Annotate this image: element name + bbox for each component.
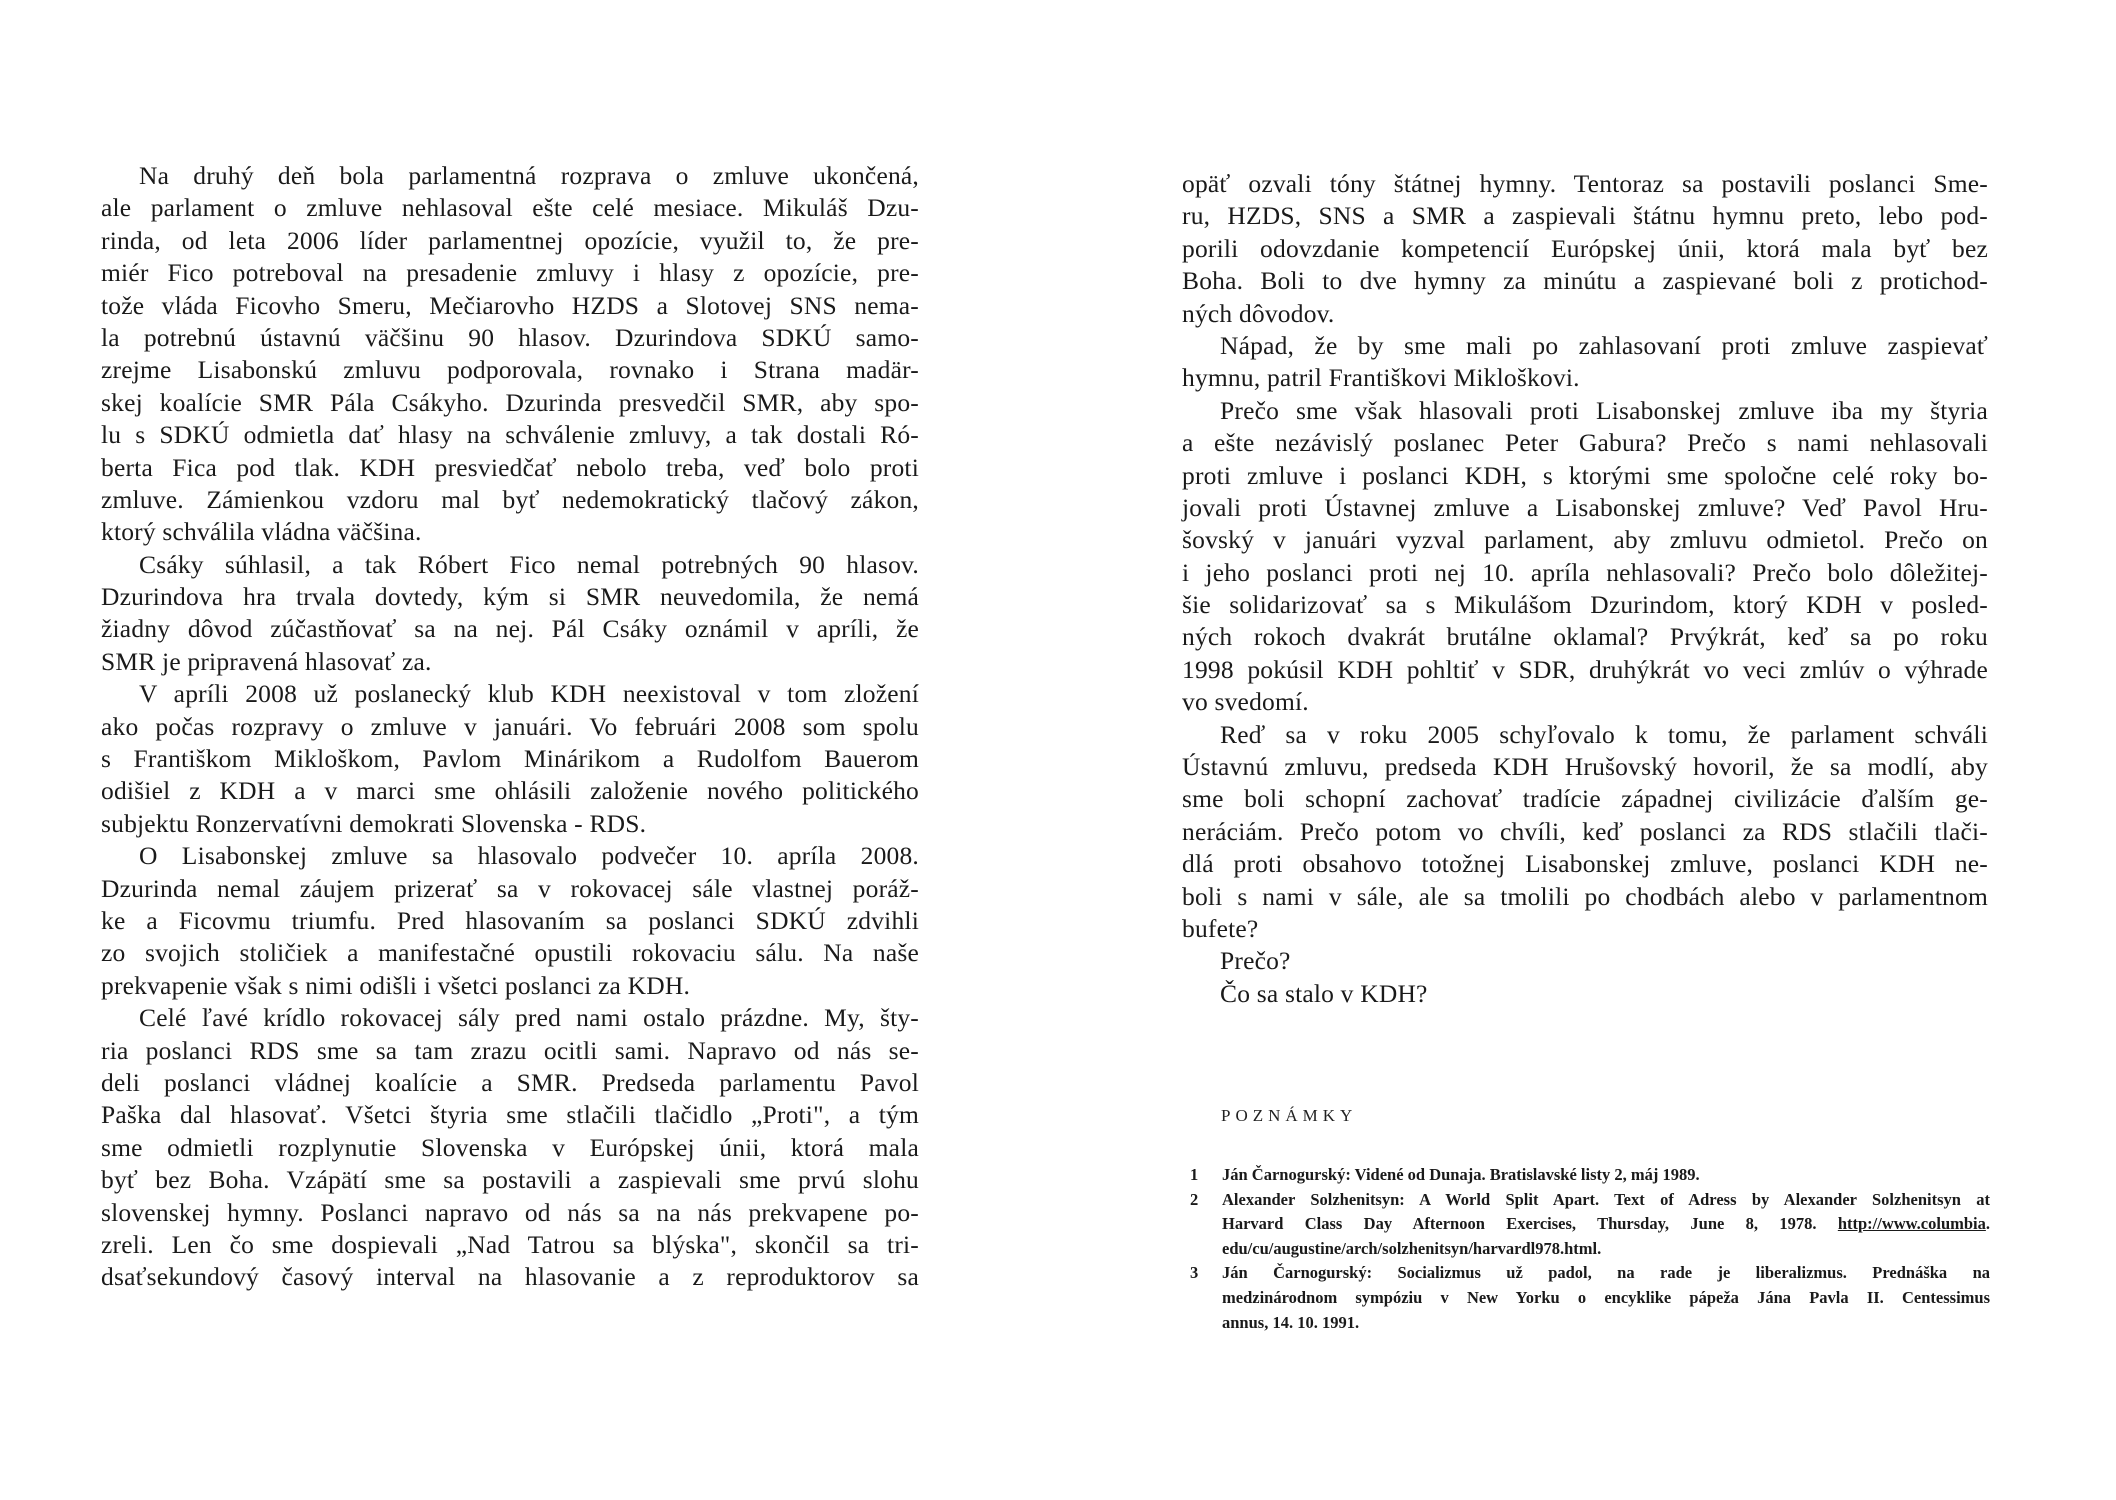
footnote-text: . [1985, 1214, 1990, 1234]
text-line: i jeho poslanci proti nej 10. apríla nehlasovali? Prečo bolo dôležitej- [1182, 557, 1988, 587]
footnote-number: 1 [1190, 1165, 1199, 1184]
text-line: SMR je pripravená hlasovať za. [101, 646, 432, 676]
footnote-text: Alexander Solzhenitsyn: A World Split Apart. Text of Adress by Alexander Solzhenitsyn at [1222, 1189, 1990, 1209]
text-line: deli poslanci vládnej koalície a SMR. Predseda parlamentu Pavol [101, 1067, 919, 1097]
text-line: lu s SDKÚ odmietla dať hlasy na schválenie zmluvy, a tak dostali Ró- [101, 420, 919, 450]
text-line: odišiel z KDH a v marci sme ohlásili založenie nového politického [101, 776, 919, 806]
notes-heading: POZNÁMKY [1221, 1106, 1358, 1125]
paragraph [1182, 719, 1988, 946]
footnote-text: annus, 14. 10. 1991. [1222, 1312, 1360, 1332]
text-line: Nápad, že by sme mali po zahlasovaní proti zmluve zaspievať [1220, 330, 1988, 360]
footnote-text: medzinárodnom sympóziu v New Yorku o encyklike pápeža Jána Pavla II. Centessimus [1222, 1287, 1990, 1307]
text-line: zreli. Len čo sme dospievali „Nad Tatrou sa blýska", skončil sa tri- [101, 1229, 919, 1259]
text-line: byť bez Boha. Vzápätí sme sa postavili a zaspievali sme prvú slohu [101, 1165, 919, 1195]
right-page [1058, 0, 2116, 1500]
text-line: ných rokoch dvakrát brutálne oklamal? Prvýkrát, keď sa po roku [1182, 622, 1988, 652]
text-line: dsaťsekundový časový interval na hlasovanie a z reproduktorov sa [101, 1262, 919, 1292]
paragraph [1182, 945, 1988, 977]
text-line: subjektu Ronzervatívni demokrati Slovenska - RDS. [101, 808, 647, 838]
text-line: Prečo sme však hlasovali proti Lisabonskej zmluve iba my štyria [1220, 395, 1988, 425]
text-line: jovali proti Ústavnej zmluve a Lisabonskej zmluve? Veď Pavol Hru- [1182, 492, 1988, 522]
text-line: Boha. Boli to dve hymny za minútu a zaspievané boli z protichod- [1182, 266, 1988, 296]
paragraph [1182, 168, 1988, 330]
footnote-line [1222, 1212, 1990, 1237]
text-line: rinda, od leta 2006 líder parlamentnej opozície, využil to, že pre- [101, 225, 919, 255]
text-line: Na druhý deň bola parlamentná rozprava o zmluve ukončená, [139, 161, 919, 190]
footnote-text: Harvard Class Day Afternoon Exercises, Thursday, June 8, 1978. [1222, 1214, 1838, 1234]
text-line: ných dôvodov. [1182, 298, 1335, 328]
footnote-line [1222, 1311, 1990, 1336]
text-line: dlá proti obsahovo totožnej Lisabonskej zmluve, poslanci KDH ne- [1182, 849, 1988, 879]
text-line: miér Fico potreboval na presadenie zmluvy i hlasy z opozície, pre- [101, 258, 919, 288]
text-line: neráciám. Prečo potom vo chvíli, keď poslanci za RDS stlačili tlači- [1182, 816, 1988, 846]
text-line: V apríli 2008 už poslanecký klub KDH neexistoval v tom zložení [139, 679, 919, 709]
text-line: šovský v januári vyzval parlament, aby zmluvu odmietol. Prečo on [1182, 525, 1988, 555]
text-line: opäť ozvali tóny štátnej hymny. Tentoraz sa postavili poslanci Sme- [1182, 169, 1988, 198]
paragraph [101, 549, 919, 679]
text-line: Celé ľavé krídlo rokovacej sály pred nami ostalo prázdne. My, šty- [139, 1003, 919, 1033]
text-line: zmluve. Zámienkou vzdoru mal byť nedemokratický tlačový zákon, [101, 484, 919, 514]
footnote [1190, 1163, 1990, 1188]
paragraph [1182, 395, 1988, 719]
paragraph [101, 160, 919, 549]
text-line: Csáky súhlasil, a tak Róbert Fico nemal potrebných 90 hlasov. [139, 549, 919, 579]
text-line: sme odmietli rozplynutie Slovenska v Európskej únii, ktorá mala [101, 1132, 919, 1162]
text-line: ke a Ficovmu triumfu. Pred hlasovaním sa poslanci SDKÚ zdvihli [101, 905, 919, 935]
text-line: slovenskej hymny. Poslanci napravo od nás sa na nás prekvapene po- [101, 1197, 919, 1227]
text-line: Ústavnú zmluvu, predseda KDH Hrušovský hovoril, že sa modlí, aby [1182, 752, 1988, 782]
text-line: tože vláda Ficovho Smeru, Mečiarovho HZDS a Slotovej SNS nema- [101, 290, 919, 320]
text-line: ria poslanci RDS sme sa tam zrazu ocitli sami. Napravo od nás se- [101, 1035, 919, 1065]
paragraph [101, 678, 919, 840]
text-line: porili odovzdanie kompetencií Európskej únii, ktorá mala byť bez [1182, 233, 1988, 263]
text-line: šie solidarizovať sa s Mikulášom Dzurindom, ktorý KDH v posled- [1182, 590, 1988, 620]
footnote [1190, 1261, 1990, 1335]
text-line: prekvapenie však s nimi odišli i všetci poslanci za KDH. [101, 970, 691, 1000]
text-line: vo svedomí. [1182, 687, 1309, 717]
footnote-line [1222, 1188, 1990, 1213]
text-line: O Lisabonskej zmluve sa hlasovalo podvečer 10. apríla 2008. [139, 841, 919, 871]
paragraph [1182, 978, 1988, 1010]
footnote-line [1222, 1163, 1990, 1188]
footnote [1190, 1188, 1990, 1262]
text-line: la potrebnú ústavnú väčšinu 90 hlasov. Dzurindova SDKÚ samo- [101, 322, 919, 352]
text-line: Dzurinda nemal záujem prizerať sa v rokovacej sále vlastnej poráž- [101, 873, 919, 903]
footnotes [1190, 1163, 1990, 1335]
text-line: boli s nami v sále, ale sa tmolili po chodbách alebo v parlamentnom [1182, 881, 1988, 911]
text-line: žiadny dôvod zúčastňovať sa na nej. Pál Csáky oznámil v apríli, že [101, 614, 919, 644]
text-line: skej koalície SMR Pála Csákyho. Dzurinda presvedčil SMR, aby spo- [101, 387, 919, 417]
footnote-line [1222, 1237, 1990, 1262]
paragraph [1182, 330, 1988, 395]
text-line: Prečo? [1220, 946, 1291, 976]
text-line: Dzurindova hra trvala dovtedy, kým si SMR neuvedomila, že nemá [101, 582, 919, 612]
footnote-text: Ján Čarnogurský: Videné od Dunaja. Bratislavské listy 2, máj 1989. [1222, 1165, 1700, 1184]
text-line: ru, HZDS, SNS a SMR a zaspievali štátnu hymnu preto, lebo pod- [1182, 201, 1988, 231]
text-line: bufete? [1182, 913, 1259, 943]
paragraph [101, 1002, 919, 1294]
footnote-number: 3 [1190, 1263, 1199, 1283]
text-line: hymnu, patril Františkovi Mikloškovi. [1182, 363, 1580, 393]
footnote-line [1222, 1286, 1990, 1311]
text-line: zo svojich stoličiek a manifestačné opustili rokovaciu sálu. Na naše [101, 938, 919, 968]
text-line: sme boli schopní zachovať tradície západnej civilizácie ďalším ge- [1182, 784, 1988, 814]
text-line: s Františkom Mikloškom, Pavlom Minárikom a Rudolfom Bauerom [101, 744, 919, 774]
text-line: Čo sa stalo v KDH? [1220, 978, 1428, 1008]
text-line: proti zmluve i poslanci KDH, s ktorými sme spoločne celé roky bo- [1182, 460, 1988, 490]
text-line: 1998 pokúsil KDH pohltiť v SDR, druhýkrát vo veci zmlúv o výhrade [1182, 654, 1988, 684]
text-line: Paška dal hlasovať. Všetci štyria sme stlačili tlačidlo „Proti", a tým [101, 1100, 919, 1130]
text-line: ako počas rozpravy o zmluve v januári. Vo februári 2008 som spolu [101, 711, 919, 741]
text-line: zrejme Lisabonskú zmluvu podporovala, rovnako i Strana madär- [101, 355, 919, 385]
text-line: Reď sa v roku 2005 schyľovalo k tomu, že parlament schváli [1220, 719, 1988, 749]
right-page-body [1182, 168, 1988, 1010]
footnote-text: edu/cu/augustine/arch/solzhenitsyn/harvardl978.html. [1222, 1238, 1602, 1258]
footnote-text: Ján Čarnogurský: Socializmus už padol, na rade je liberalizmus. Prednáška na [1222, 1263, 1990, 1283]
text-line: a ešte nezávislý poslanec Peter Gabura? Prečo s nami nehlasovali [1182, 428, 1988, 458]
text-line: ale parlament o zmluve nehlasoval ešte celé mesiace. Mikuláš Dzu- [101, 193, 919, 223]
paragraph [101, 840, 919, 1002]
footnote-number: 2 [1190, 1189, 1199, 1209]
text-line: berta Fica pod tlak. KDH presviedčať nebolo treba, veď bolo proti [101, 452, 919, 482]
text-line: ktorý schválila vládna väčšina. [101, 517, 422, 547]
left-page-body [101, 160, 919, 1294]
footnote-line [1222, 1261, 1990, 1286]
footnote-link[interactable]: http://www.columbia [1837, 1214, 1986, 1234]
